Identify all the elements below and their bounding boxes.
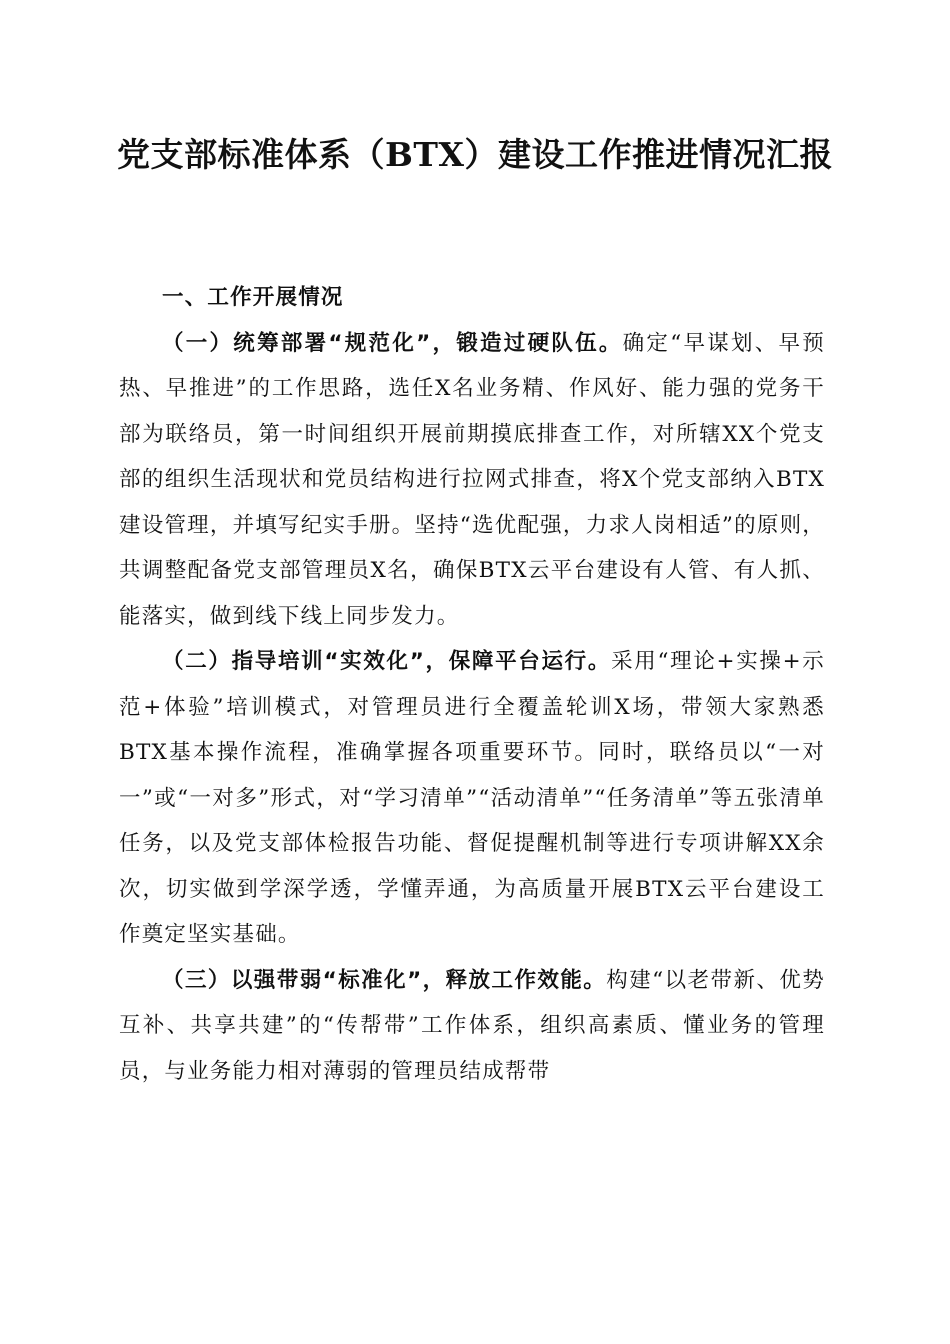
paragraph-2-text: 采用“理论+实操+示范+体验”培训模式，对管理员进行全覆盖轮训X场，带领大家熟悉BTX基本操作流程，准确掌握各项重要环节。同时，联络员以“一对一”或“一对多”形式，对“学习清单”“活动清单”“任务清单”等五张清单任务，以及党支部体检报告功能、督促提醒机制等进行专项讲解XX余次，切实做到学深学透，学懂弄通，为高质量开展BTX云平台建设工作奠定坚实基础。 [119, 649, 825, 947]
document-body [119, 275, 825, 1094]
paragraph-1-text: 确定“早谋划、早预热、早推进”的工作思路，选任X名业务精、作风好、能力强的党务干部为联络员，第一时间组织开展前期摸底排查工作，对所辖XX个党支部的组织生活现状和党员结构进行拉网式排查，将X个党支部纳入BTX建设管理，并填写纪实手册。坚持“选优配强，力求人岗相适”的原则，共调整配备党支部管理员X名，确保BTX云平台建设有人管、有人抓、能落实，做到线下线上同步发力。 [119, 330, 826, 629]
paragraph-2 [119, 639, 825, 958]
document-title: 党支部标准体系（BTX）建设工作推进情况汇报 [116, 135, 834, 174]
section-heading: 一、工作开展情况 [162, 285, 344, 310]
paragraph-2-lead: （二）指导培训“实效化”，保障平台运行。 [162, 649, 612, 674]
paragraph-1 [119, 321, 825, 640]
paragraph-1-lead: （一）统筹部署“规范化”，锻造过硬队伍。 [162, 330, 623, 356]
paragraph-3-text: 构建“以老带新、优势互补、共享共建”的“传帮带”工作体系，组织高素质、懂业务的管理员，与业务能力相对薄弱的管理员结成帮带 [119, 967, 826, 1084]
paragraph-3 [119, 958, 825, 1095]
paragraph-3-lead: （三）以强带弱“标准化”，释放工作效能。 [162, 967, 607, 993]
